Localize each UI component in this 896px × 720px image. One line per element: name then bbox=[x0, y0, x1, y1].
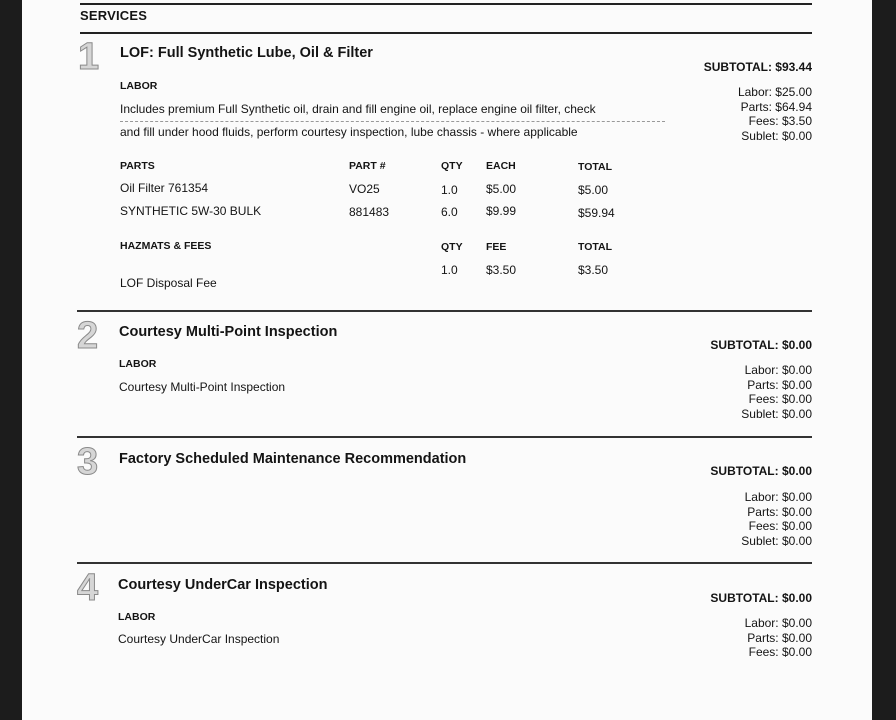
service-title: LOF: Full Synthetic Lube, Oil & Filter bbox=[120, 45, 373, 61]
fee-amount: $3.50 bbox=[486, 263, 517, 277]
header-rule bbox=[80, 32, 812, 34]
services-heading: SERVICES bbox=[80, 8, 148, 23]
sublet-total: Sublet: $0.00 bbox=[741, 533, 812, 548]
labor-header: LABOR bbox=[119, 358, 157, 370]
service-totals bbox=[741, 490, 812, 548]
labor-description-line: Courtesy UnderCar Inspection bbox=[118, 632, 280, 646]
labor-header: LABOR bbox=[120, 80, 158, 92]
fee-qty: 1.0 bbox=[441, 263, 458, 277]
part-number: VO25 bbox=[349, 182, 380, 196]
section-divider bbox=[77, 310, 812, 312]
labor-total: Labor: $0.00 bbox=[744, 363, 812, 377]
hazmats-fees-header: HAZMATS & FEES bbox=[120, 240, 212, 252]
part-qty: 6.0 bbox=[441, 205, 458, 219]
labor-header: LABOR bbox=[118, 611, 156, 623]
service-number: 4 bbox=[77, 567, 99, 609]
service-number: 2 bbox=[77, 315, 99, 357]
labor-total: Labor: $0.00 bbox=[744, 616, 812, 630]
service-title: Courtesy UnderCar Inspection bbox=[118, 577, 328, 593]
part-total: $59.94 bbox=[578, 206, 615, 220]
labor-total: Labor: $25.00 bbox=[737, 85, 812, 99]
service-subtotal: SUBTOTAL: $93.44 bbox=[703, 60, 812, 74]
part-name: Oil Filter 761354 bbox=[120, 181, 209, 195]
fee-header: FEE bbox=[486, 241, 507, 253]
service-subtotal: SUBTOTAL: $0.00 bbox=[710, 591, 812, 605]
labor-description-line: Courtesy Multi-Point Inspection bbox=[119, 380, 286, 394]
labor-total: Labor: $0.00 bbox=[744, 490, 812, 504]
section-divider bbox=[77, 562, 812, 564]
parts-header: PARTS bbox=[120, 160, 155, 172]
service-totals bbox=[745, 616, 812, 660]
dashed-divider bbox=[120, 121, 665, 122]
fees-total: Fees: $0.00 bbox=[748, 392, 812, 406]
part-number: 881483 bbox=[349, 205, 390, 219]
fee-name: LOF Disposal Fee bbox=[120, 276, 217, 290]
fees-total: Fees: $0.00 bbox=[748, 519, 812, 533]
service-subtotal: SUBTOTAL: $0.00 bbox=[710, 464, 812, 478]
part-each: $5.00 bbox=[486, 182, 517, 196]
parts-total: Parts: $0.00 bbox=[747, 377, 812, 392]
service-number: 3 bbox=[77, 441, 99, 483]
service-title: Courtesy Multi-Point Inspection bbox=[119, 324, 338, 340]
total-header: TOTAL bbox=[578, 161, 613, 173]
part-number-header: PART # bbox=[349, 160, 386, 172]
part-total: $5.00 bbox=[578, 183, 609, 197]
parts-total: Parts: $0.00 bbox=[747, 504, 812, 519]
part-each: $9.99 bbox=[486, 204, 517, 218]
fee-qty-header: QTY bbox=[441, 241, 463, 253]
service-totals bbox=[738, 85, 812, 143]
labor-description-line: and fill under hood fluids, perform courtesy inspection, lube chassis - where applicable bbox=[120, 125, 578, 139]
parts-total: Parts: $0.00 bbox=[747, 630, 812, 645]
fees-total: Fees: $0.00 bbox=[748, 645, 812, 659]
section-divider bbox=[77, 436, 812, 438]
labor-description-line: Includes premium Full Synthetic oil, drain and fill engine oil, replace engine oil filter, check bbox=[120, 102, 596, 116]
part-qty: 1.0 bbox=[441, 183, 458, 197]
sublet-total: Sublet: $0.00 bbox=[741, 128, 812, 143]
fee-total: $3.50 bbox=[578, 263, 609, 277]
top-rule bbox=[80, 3, 812, 5]
fees-total: Fees: $3.50 bbox=[748, 114, 812, 128]
fee-total-header: TOTAL bbox=[578, 241, 613, 253]
part-name: SYNTHETIC 5W-30 BULK bbox=[120, 204, 262, 218]
service-subtotal: SUBTOTAL: $0.00 bbox=[710, 338, 812, 352]
document-page bbox=[22, 0, 872, 720]
sublet-total: Sublet: $0.00 bbox=[741, 406, 812, 421]
service-totals bbox=[741, 363, 812, 421]
qty-header: QTY bbox=[441, 160, 463, 172]
service-number: 1 bbox=[78, 36, 100, 78]
parts-total: Parts: $64.94 bbox=[740, 99, 812, 114]
each-header: EACH bbox=[486, 160, 516, 172]
service-title: Factory Scheduled Maintenance Recommendation bbox=[119, 451, 467, 467]
